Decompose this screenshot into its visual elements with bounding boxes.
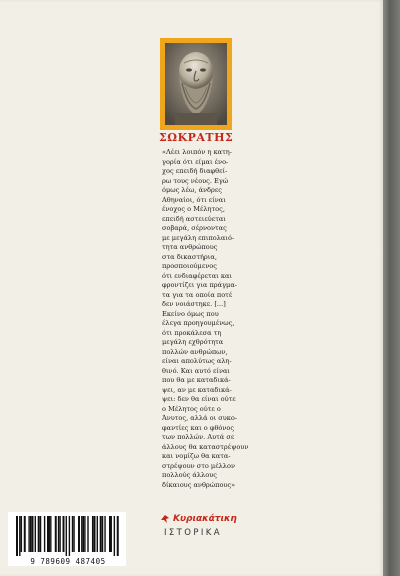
barcode-bar xyxy=(35,516,36,552)
barcode-bar xyxy=(63,516,65,552)
barcode-bar xyxy=(58,516,59,552)
barcode-bar xyxy=(38,516,39,552)
barcode-bar xyxy=(84,516,85,552)
series-name: ΙΣΤΟΡΙΚΑ xyxy=(164,528,222,538)
barcode-bar xyxy=(59,516,60,552)
quote-line: «Λέει λοιπόν η κατη- xyxy=(162,148,232,156)
quote-line: Εκείνο όμως που xyxy=(162,309,219,318)
quote-line: δεν νοιάστηκε. [...] xyxy=(162,300,226,308)
quote-line: μεγάλη εχθρότητα xyxy=(162,338,224,346)
barcode-bar xyxy=(30,516,31,552)
barcode-bar xyxy=(66,516,67,556)
quote-line: Αθηναίοι, ότι είναι xyxy=(162,195,226,204)
barcode-bar xyxy=(117,516,119,556)
quote-line: πολλών ανθρώπων, xyxy=(162,347,228,356)
quote-line: τητα ανθρώπους xyxy=(162,243,218,251)
barcode-bar xyxy=(101,516,103,552)
barcode-bar xyxy=(16,516,18,556)
quote-text xyxy=(162,148,257,490)
barcode-bar xyxy=(69,516,70,556)
quote-line: με μεγάλη επιπολαιό- xyxy=(162,233,235,242)
quote-line: σοβαρά, σέρνοντας xyxy=(162,224,227,232)
quote-line: και νομίζω θα κατα- xyxy=(162,452,231,460)
barcode-bar xyxy=(50,516,51,552)
quote-line: προσποιούμενος xyxy=(162,262,217,270)
publisher-logo xyxy=(160,514,260,524)
quote-line: των πολλών. Αυτά σε xyxy=(162,433,235,441)
barcode-bar xyxy=(104,516,105,552)
quote-line: άλλους θα καταστρέψουν xyxy=(162,442,249,451)
spine-edge xyxy=(383,0,400,576)
barcode-bar xyxy=(72,516,73,552)
barcode-bar xyxy=(97,516,98,552)
barcode-bar xyxy=(92,516,93,552)
barcode-bar xyxy=(19,516,20,556)
quote-line: Άνυτος, αλλά οι συκο- xyxy=(162,414,238,422)
socrates-portrait xyxy=(165,43,227,125)
barcode-digits: 9 789609 487405 xyxy=(30,557,106,566)
quote-line: πολλούς άλλους xyxy=(162,471,217,479)
barcode-bar xyxy=(100,516,101,552)
barcode-bar xyxy=(39,516,41,552)
barcode-bar xyxy=(24,516,26,552)
red-bird-icon xyxy=(160,514,170,524)
barcode-bar xyxy=(78,516,80,552)
barcode-bar xyxy=(73,516,74,552)
quote-line: ένοχος ο Μέλητος, xyxy=(162,205,225,213)
barcode-bar xyxy=(44,516,45,552)
book-title: ΣΩΚΡΑΤΗΣ xyxy=(159,131,234,144)
quote-line: όμως λέω, άνδρες xyxy=(162,186,223,194)
quote-line: δίκαιους ανθρώπους» xyxy=(162,480,236,489)
quote-line: που θα με καταδικά- xyxy=(162,376,231,384)
quote-line: τα για τα οποία ποτέ xyxy=(162,290,233,299)
quote-line: είναι απολύτως αλη- xyxy=(162,357,232,365)
quote-line: έλεγα προηγουμένως, xyxy=(162,319,235,327)
quote-line: στα δικαστήρια, xyxy=(162,252,217,261)
barcode-bar xyxy=(83,516,84,552)
barcode-bar xyxy=(28,516,29,552)
quote-line: θινό. Και αυτό είναι xyxy=(162,366,231,375)
quote-line: στρέψουν στο μέλλον xyxy=(162,461,235,470)
quote-line: ρω τους νέους. Εγώ xyxy=(162,176,229,185)
barcode-bar xyxy=(21,516,22,552)
barcode-bar xyxy=(87,516,88,552)
barcode-bar xyxy=(81,516,82,552)
publisher-name: Κυριακάτικη xyxy=(173,514,237,524)
barcode-bar xyxy=(94,516,96,552)
quote-line: ο Μέλητος ούτε ο xyxy=(162,404,221,413)
barcode-bar xyxy=(32,516,34,552)
barcode-bar xyxy=(111,516,112,552)
barcode-bar xyxy=(114,516,115,556)
quote-line: γορία ότι είμαι ένο- xyxy=(162,157,229,166)
barcode xyxy=(8,512,126,566)
quote-line: φαντίες και ο φθόνος xyxy=(162,423,235,432)
barcode-bar xyxy=(49,516,50,552)
quote-line: ψει, αν με καταδικά- xyxy=(162,385,232,394)
quote-line: ψει: δεν θα είναι ούτε xyxy=(162,395,236,403)
quote-line: ότι προκάλεσα τη xyxy=(162,328,222,337)
quote-line: ότι ενδιαφέρεται και xyxy=(162,271,232,280)
quote-line: επειδή αστειεύεται xyxy=(162,214,226,223)
quote-line: χος επειδή διαφθεί- xyxy=(162,167,228,175)
barcode-bar xyxy=(55,516,57,552)
publisher-block xyxy=(160,514,260,538)
quote-line: φροντίζει για πράγμα- xyxy=(162,281,238,289)
